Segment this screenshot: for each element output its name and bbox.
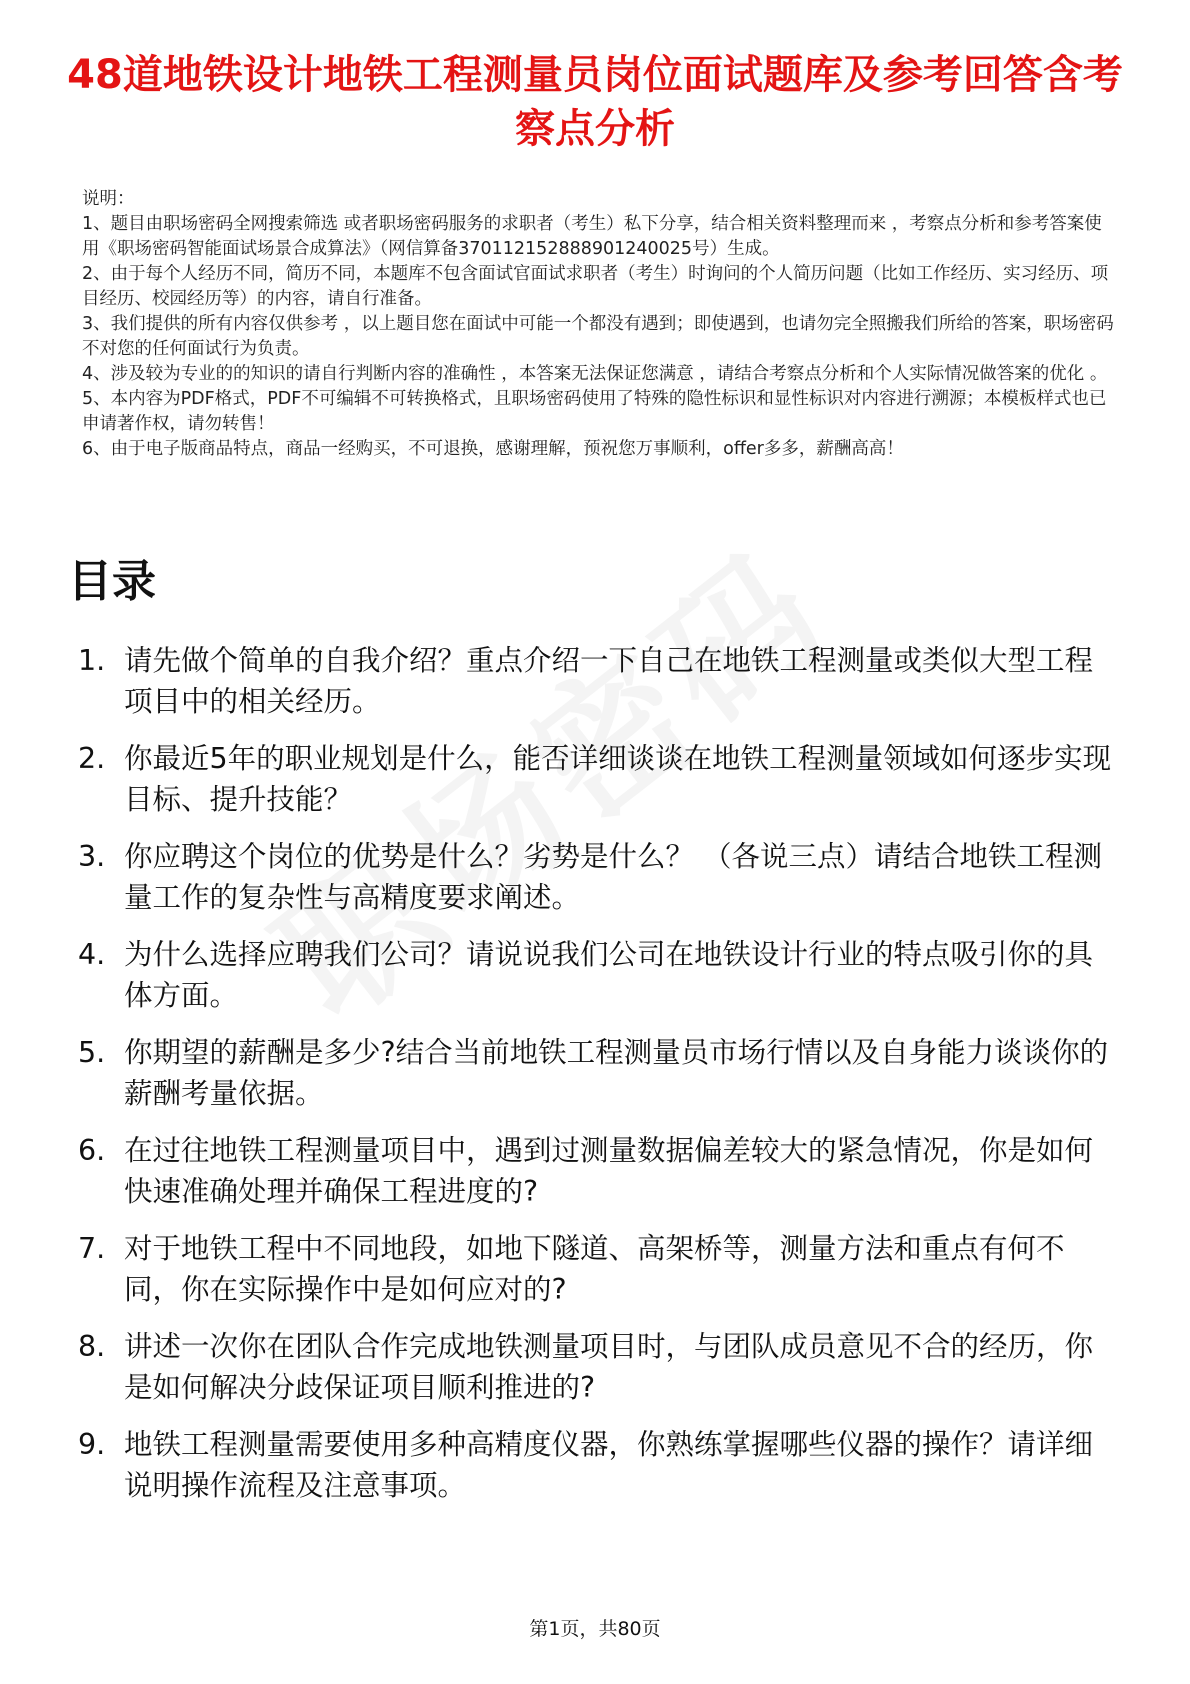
toc-item[interactable]: [78, 836, 1118, 918]
toc-heading: 目录: [68, 556, 156, 607]
toc-item-number: 2.: [78, 742, 106, 775]
toc-item-text[interactable]: 你期望的薪酬是多少?结合当前地铁工程测量员市场行情以及自身能力谈谈你的薪酬考量依据。: [124, 1036, 1109, 1110]
notes-heading: 说明：: [82, 189, 135, 209]
toc-item-number: 5.: [78, 1036, 106, 1069]
toc-item-number: 6.: [78, 1134, 106, 1167]
toc-item[interactable]: [78, 640, 1118, 722]
toc-item-number: 9.: [78, 1428, 106, 1461]
note-item: 6、由于电子版商品特点，商品一经购买，不可退换，感谢理解，预祝您万事顺利，offer多多，薪酬高高！: [82, 439, 904, 459]
toc-item-number: 4.: [78, 938, 106, 971]
note-item: 3、我们提供的所有内容仅供参考 ，以上题目您在面试中可能一个都没有遇到；即使遇到，也请勿完全照搬我们所给的答案，职场密码不对您的任何面试行为负责。: [82, 314, 1114, 359]
toc-item-number: 3.: [78, 840, 106, 873]
toc-item-text[interactable]: 地铁工程测量需要使用多种高精度仪器，你熟练掌握哪些仪器的操作？请详细说明操作流程及注意事项。: [124, 1428, 1094, 1502]
toc-item[interactable]: [78, 934, 1118, 1016]
toc-item-text[interactable]: 为什么选择应聘我们公司？请说说我们公司在地铁设计行业的特点吸引你的具体方面。: [124, 938, 1094, 1012]
toc-item-number: 7.: [78, 1232, 106, 1265]
toc-item-text[interactable]: 你最近5年的职业规划是什么，能否详细谈谈在地铁工程测量领域如何逐步实现目标、提升技能？: [124, 742, 1112, 816]
toc-item-text[interactable]: 你应聘这个岗位的优势是什么？劣势是什么？ （各说三点）请结合地铁工程测量工作的复杂性与高精度要求阐述。: [124, 840, 1103, 914]
toc-item[interactable]: [78, 738, 1118, 820]
toc-item-text[interactable]: 在过往地铁工程测量项目中，遇到过测量数据偏差较大的紧急情况，你是如何快速准确处理并确保工程进度的?: [124, 1134, 1094, 1208]
notes-section: [82, 187, 1117, 462]
note-item: 4、涉及较为专业的的知识的请自行判断内容的准确性 ，本答案无法保证您满意 ，请结合考察点分析和个人实际情况做答案的优化 。: [82, 364, 1108, 384]
toc-item-text[interactable]: 请先做个简单的自我介绍？重点介绍一下自己在地铁工程测量或类似大型工程项目中的相关经历。: [124, 644, 1094, 718]
toc-item[interactable]: [78, 1032, 1118, 1114]
page-title: 48道地铁设计地铁工程测量员岗位面试题库及参考回答含考察点分析: [67, 52, 1123, 152]
toc-item-number: 1.: [78, 644, 106, 677]
page-footer: 第1页，共80页: [529, 1618, 661, 1640]
note-item: 5、本内容为PDF格式，PDF不可编辑不可转换格式，且职场密码使用了特殊的隐性标识和显性标识对内容进行溯源；本模板样式也已申请著作权，请勿转售！: [82, 389, 1107, 434]
toc-item-number: 8.: [78, 1330, 106, 1363]
toc-item-text[interactable]: 讲述一次你在团队合作完成地铁测量项目时，与团队成员意见不合的经历，你是如何解决分歧保证项目顺利推进的?: [124, 1330, 1094, 1404]
toc-item-text[interactable]: 对于地铁工程中不同地段，如地下隧道、高架桥等，测量方法和重点有何不同，你在实际操作中是如何应对的?: [124, 1232, 1065, 1306]
toc-list: [78, 640, 1118, 1522]
toc-item[interactable]: [78, 1424, 1118, 1506]
toc-item[interactable]: [78, 1228, 1118, 1310]
note-item: 2、由于每个人经历不同，简历不同，本题库不包含面试官面试求职者（考生）时询问的个人简历问题（比如工作经历、实习经历、项目经历、校园经历等）的内容，请自行准备。: [82, 264, 1109, 309]
note-item: 1、题目由职场密码全网搜索筛选 或者职场密码服务的求职者（考生）私下分享，结合相关资料整理而来 ，考察点分析和参考答案使用《职场密码智能面试场景合成算法》（网信算备370112152888901240025号）生成。: [82, 214, 1102, 259]
toc-item[interactable]: [78, 1326, 1118, 1408]
toc-item[interactable]: [78, 1130, 1118, 1212]
